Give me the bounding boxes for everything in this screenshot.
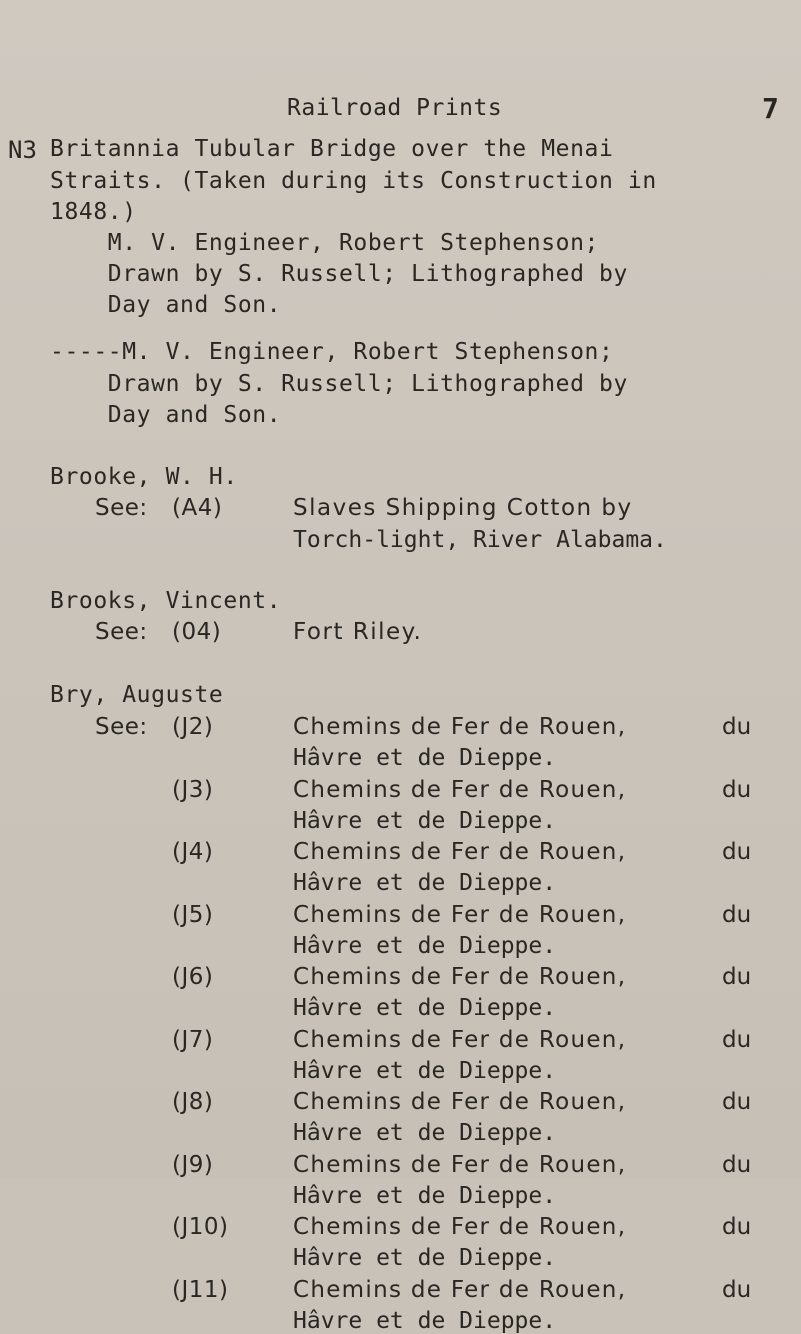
- bry-title-du: du: [722, 839, 752, 865]
- brooke-ref: (A4): [172, 495, 223, 521]
- bry-title-line-2: Hâvre et de Dieppe.: [293, 995, 557, 1021]
- bry-title-line-2: Hâvre et de Dieppe.: [293, 745, 557, 771]
- bry-title-line-1: Chemins de Fer de Rouen,: [293, 1152, 627, 1178]
- bry-ref: (J8): [172, 1089, 214, 1115]
- bry-ref: (J4): [172, 839, 214, 865]
- brooke-name: Brooke, W. H.: [50, 464, 238, 490]
- entry-1-line-5: Drawn by S. Russell; Lithographed by: [50, 261, 628, 287]
- bry-title-line-2: Hâvre et de Dieppe.: [293, 1245, 557, 1271]
- entry-2-line-2: Drawn by S. Russell; Lithographed by: [50, 371, 628, 397]
- entry-1-line-6: Day and Son.: [50, 292, 282, 318]
- bry-ref: (J10): [172, 1214, 229, 1240]
- page-number: 7: [762, 92, 779, 125]
- brooke-see-label: See:: [95, 495, 148, 521]
- bry-title-line-1: Chemins de Fer de Rouen,: [293, 1027, 627, 1053]
- page-header: Railroad Prints: [287, 95, 503, 121]
- bry-ref: (J6): [172, 964, 214, 990]
- bry-title-line-1: Chemins de Fer de Rouen,: [293, 1089, 627, 1115]
- bry-title-du: du: [722, 902, 752, 928]
- brooks-see-label: See:: [95, 619, 148, 645]
- bry-ref: (J3): [172, 777, 214, 803]
- bry-title-line-2: Hâvre et de Dieppe.: [293, 1308, 557, 1334]
- bry-ref: (J7): [172, 1027, 214, 1053]
- bry-title-du: du: [722, 1277, 752, 1303]
- bry-title-du: du: [722, 1214, 752, 1240]
- brooks-title: Fort Riley.: [293, 619, 423, 645]
- entry-1-line-4: M. V. Engineer, Robert Stephenson;: [50, 230, 599, 256]
- entry-1-line-3: 1848.): [50, 199, 137, 225]
- bry-title-line-1: Chemins de Fer de Rouen,: [293, 777, 627, 803]
- bry-name: Bry, Auguste: [50, 682, 224, 708]
- bry-see-label: See:: [95, 714, 148, 740]
- entry-2-line-1: -----M. V. Engineer, Robert Stephenson;: [50, 339, 614, 365]
- bry-title-line-2: Hâvre et de Dieppe.: [293, 1183, 557, 1209]
- bry-title-line-2: Hâvre et de Dieppe.: [293, 1058, 557, 1084]
- entry-1-line-2: Straits. (Taken during its Construction in: [50, 168, 657, 194]
- entry-2-line-3: Day and Son.: [50, 402, 282, 428]
- bry-title-line-1: Chemins de Fer de Rouen,: [293, 1277, 627, 1303]
- entry-1-line-1: Britannia Tubular Bridge over the Menai: [50, 136, 614, 162]
- bry-ref: (J5): [172, 902, 214, 928]
- section-number: N3: [8, 136, 37, 164]
- brooke-title-line-1: Slaves Shipping Cotton by: [293, 495, 633, 521]
- bry-title-line-1: Chemins de Fer de Rouen,: [293, 714, 627, 740]
- bry-ref: (J2): [172, 714, 214, 740]
- bry-title-du: du: [722, 1152, 752, 1178]
- bry-title-line-1: Chemins de Fer de Rouen,: [293, 839, 627, 865]
- bry-title-line-2: Hâvre et de Dieppe.: [293, 933, 557, 959]
- bry-title-du: du: [722, 1089, 752, 1115]
- bry-title-line-1: Chemins de Fer de Rouen,: [293, 964, 627, 990]
- bry-title-du: du: [722, 714, 752, 740]
- bry-title-line-1: Chemins de Fer de Rouen,: [293, 1214, 627, 1240]
- brooke-title-line-2: Torch-light, River Alabama.: [293, 527, 667, 553]
- bry-title-du: du: [722, 964, 752, 990]
- bry-title-du: du: [722, 1027, 752, 1053]
- bry-ref: (J11): [172, 1277, 229, 1303]
- bry-title-du: du: [722, 777, 752, 803]
- brooks-ref: (04): [172, 619, 222, 645]
- bry-title-line-2: Hâvre et de Dieppe.: [293, 870, 557, 896]
- brooks-name: Brooks, Vincent.: [50, 588, 282, 614]
- bry-ref: (J9): [172, 1152, 214, 1178]
- bry-title-line-2: Hâvre et de Dieppe.: [293, 808, 557, 834]
- bry-title-line-2: Hâvre et de Dieppe.: [293, 1120, 557, 1146]
- bry-title-line-1: Chemins de Fer de Rouen,: [293, 902, 627, 928]
